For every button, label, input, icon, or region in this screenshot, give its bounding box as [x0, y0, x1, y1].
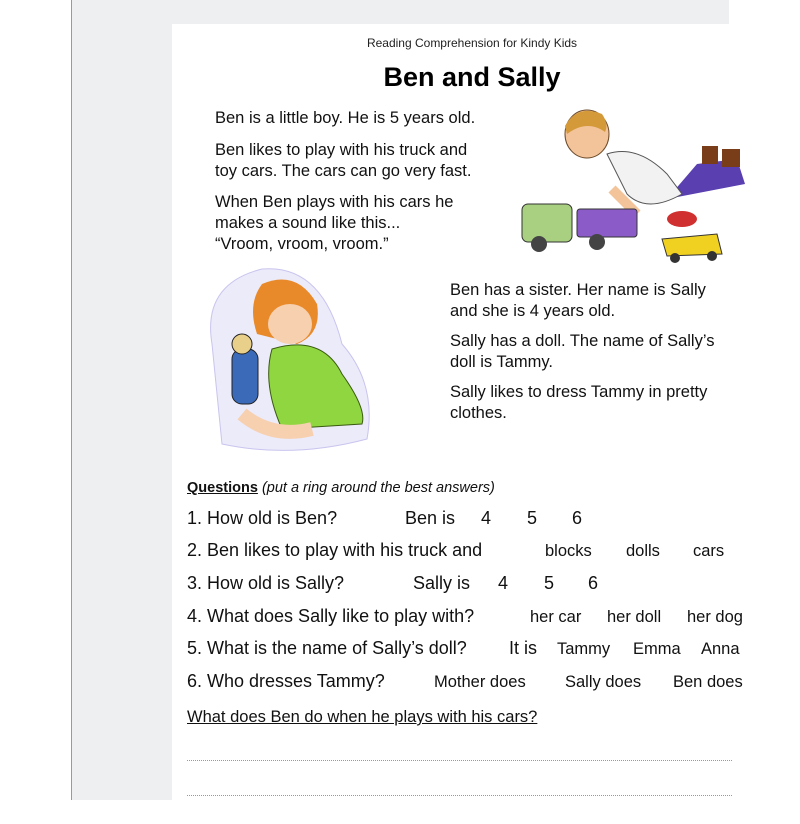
- open-question: What does Ben do when he plays with his cars?: [187, 708, 538, 726]
- boy-playing-with-cars-illustration: [517, 104, 752, 269]
- answer-option[interactable]: blocks: [545, 542, 592, 560]
- question-1: 1. How old is Ben?: [187, 508, 338, 528]
- answer-option[interactable]: her car: [530, 608, 582, 626]
- answer-option[interactable]: Emma: [633, 640, 681, 658]
- question-5: 5. What is the name of Sally’s doll?: [187, 638, 467, 658]
- answer-option[interactable]: 5: [544, 573, 555, 593]
- answer-option[interactable]: 4: [498, 573, 509, 593]
- answer-line[interactable]: [187, 795, 732, 796]
- questions-heading: Questions: [187, 480, 258, 496]
- questions-heading-row: [187, 480, 495, 496]
- question-4: 4. What does Sally like to play with?: [187, 606, 475, 626]
- story-paragraph: When Ben plays with his cars he makes a sound like this... “Vroom, vroom, vroom.”: [215, 193, 454, 253]
- story-paragraph: Ben likes to play with his truck and toy cars. The cars can go very fast.: [215, 141, 472, 180]
- answer-option[interactable]: Anna: [701, 640, 740, 658]
- story-paragraph: Sally has a doll. The name of Sally’s doll is Tammy.: [450, 332, 715, 371]
- answer-prefix: It is: [509, 638, 538, 658]
- questions-instruction: (put a ring around the best answers): [261, 480, 495, 496]
- story-paragraph: Ben is a little boy. He is 5 years old.: [215, 109, 476, 127]
- answer-option[interactable]: Sally does: [565, 673, 642, 691]
- answer-prefix: Ben is: [405, 508, 456, 528]
- answer-option[interactable]: her doll: [607, 608, 662, 626]
- question-3: 3. How old is Sally?: [187, 573, 345, 593]
- answer-option[interactable]: dolls: [626, 542, 660, 560]
- answer-option[interactable]: Tammy: [557, 640, 611, 658]
- answer-option[interactable]: Ben does: [673, 673, 743, 691]
- story-title: Ben and Sally: [383, 62, 561, 92]
- answer-prefix: Sally is: [413, 573, 471, 593]
- story-paragraph: Sally likes to dress Tammy in pretty clothes.: [450, 383, 708, 422]
- answer-option[interactable]: Mother does: [434, 673, 526, 691]
- answer-option[interactable]: 6: [588, 573, 599, 593]
- answer-option[interactable]: 5: [527, 508, 538, 528]
- question-6: 6. Who dresses Tammy?: [187, 671, 385, 691]
- document-viewer: [71, 0, 743, 800]
- answer-option[interactable]: cars: [693, 542, 725, 560]
- question-2: 2. Ben likes to play with his truck and: [187, 540, 483, 560]
- answer-option[interactable]: her dog: [687, 608, 743, 626]
- worksheet-header: Reading Comprehension for Kindy Kids: [366, 36, 578, 50]
- answer-option[interactable]: 6: [572, 508, 583, 528]
- answer-option[interactable]: 4: [481, 508, 492, 528]
- answer-line[interactable]: [187, 760, 732, 761]
- worksheet-page: [172, 24, 772, 824]
- story-paragraph: Ben has a sister. Her name is Sally and she is 4 years old.: [450, 281, 706, 320]
- girl-with-doll-illustration: [202, 264, 382, 454]
